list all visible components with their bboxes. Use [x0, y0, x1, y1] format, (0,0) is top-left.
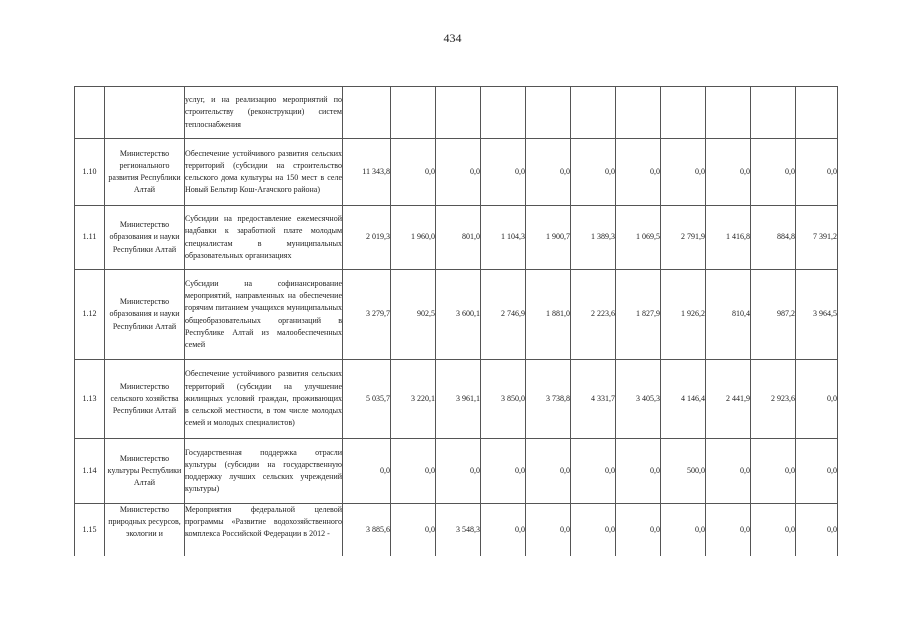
- value-cell: 0,0: [661, 139, 706, 206]
- value-cell: 0,0: [571, 504, 616, 556]
- organization-cell: [105, 87, 185, 139]
- value-cell: 0,0: [796, 504, 838, 556]
- table-row: [75, 360, 838, 439]
- row-number-cell: 1.14: [75, 439, 105, 504]
- description-cell: Мероприятия федеральной целевой программы «Развитие водохозяйственного комплекса Российской Федерации в 2012 -: [185, 504, 343, 556]
- value-cell: 0,0: [751, 139, 796, 206]
- row-number-cell: 1.13: [75, 360, 105, 439]
- value-cell: 3 885,6: [343, 504, 391, 556]
- table-row-continued: [75, 87, 838, 139]
- value-cell: 1 960,0: [391, 206, 436, 270]
- value-cell: 1 104,3: [481, 206, 526, 270]
- organization-cell: Министерство культуры Республики Алтай: [105, 439, 185, 504]
- value-cell: 0,0: [391, 439, 436, 504]
- value-cell: 884,8: [751, 206, 796, 270]
- value-cell: [526, 87, 571, 139]
- value-cell: 0,0: [526, 139, 571, 206]
- value-cell: 2 791,9: [661, 206, 706, 270]
- value-cell: [571, 87, 616, 139]
- table-row: [75, 139, 838, 206]
- value-cell: [616, 87, 661, 139]
- value-cell: 3 961,1: [436, 360, 481, 439]
- table-row: [75, 270, 838, 360]
- value-cell: 1 926,2: [661, 270, 706, 360]
- page-number: 434: [443, 31, 462, 45]
- value-cell: 3 405,3: [616, 360, 661, 439]
- value-cell: [751, 87, 796, 139]
- value-cell: [343, 87, 391, 139]
- value-cell: 0,0: [481, 439, 526, 504]
- description-cell: Обеспечение устойчивого развития сельских территорий (субсидии на улучшение жилищных условий граждан, проживающих в сельской местности, в том числе молодых семей и молодых специалистов): [185, 360, 343, 439]
- organization-cell: Министерство регионального развития Республики Алтай: [105, 139, 185, 206]
- value-cell: 3 279,7: [343, 270, 391, 360]
- value-cell: 3 220,1: [391, 360, 436, 439]
- row-number-cell: 1.12: [75, 270, 105, 360]
- value-cell: 3 964,5: [796, 270, 838, 360]
- value-cell: 0,0: [526, 504, 571, 556]
- value-cell: 0,0: [706, 139, 751, 206]
- value-cell: 4 331,7: [571, 360, 616, 439]
- value-cell: 0,0: [526, 439, 571, 504]
- value-cell: 902,5: [391, 270, 436, 360]
- row-number-cell: [75, 87, 105, 139]
- value-cell: 0,0: [481, 504, 526, 556]
- value-cell: 0,0: [616, 439, 661, 504]
- value-cell: 5 035,7: [343, 360, 391, 439]
- value-cell: [391, 87, 436, 139]
- description-cell: Государственная поддержка отрасли культуры (субсидии на государственную поддержку лучших сельских учреждений культуры): [185, 439, 343, 504]
- table-row: [75, 504, 838, 556]
- value-cell: 3 548,3: [436, 504, 481, 556]
- value-cell: 2 441,9: [706, 360, 751, 439]
- value-cell: 0,0: [796, 360, 838, 439]
- value-cell: [706, 87, 751, 139]
- value-cell: 3 850,0: [481, 360, 526, 439]
- value-cell: 500,0: [661, 439, 706, 504]
- value-cell: 0,0: [616, 504, 661, 556]
- value-cell: 0,0: [706, 504, 751, 556]
- description-cell: Субсидии на предоставление ежемесячной надбавки к заработной плате молодым специалистам в муниципальных образовательных организациях: [185, 206, 343, 270]
- organization-cell: Министерство образования и науки Республики Алтай: [105, 206, 185, 270]
- value-cell: 2 019,3: [343, 206, 391, 270]
- value-cell: 0,0: [436, 139, 481, 206]
- value-cell: 0,0: [796, 139, 838, 206]
- value-cell: 0,0: [481, 139, 526, 206]
- value-cell: 1 069,5: [616, 206, 661, 270]
- row-number-cell: 1.10: [75, 139, 105, 206]
- value-cell: 1 900,7: [526, 206, 571, 270]
- value-cell: 0,0: [751, 504, 796, 556]
- organization-cell: Министерство природных ресурсов, экологии и: [105, 504, 185, 556]
- value-cell: [796, 87, 838, 139]
- value-cell: [661, 87, 706, 139]
- value-cell: 0,0: [391, 139, 436, 206]
- value-cell: 0,0: [616, 139, 661, 206]
- value-cell: 0,0: [391, 504, 436, 556]
- value-cell: 11 343,8: [343, 139, 391, 206]
- value-cell: 0,0: [571, 439, 616, 504]
- value-cell: 0,0: [751, 439, 796, 504]
- table-row: [75, 206, 838, 270]
- description-cell: Обеспечение устойчивого развития сельских территорий (субсидии на строительство сельского дома культуры на 150 мест в селе Новый Бельтир Кош-Агачского района): [185, 139, 343, 206]
- value-cell: 3 600,1: [436, 270, 481, 360]
- value-cell: [481, 87, 526, 139]
- value-cell: 7 391,2: [796, 206, 838, 270]
- organization-cell: Министерство сельского хозяйства Республики Алтай: [105, 360, 185, 439]
- value-cell: 4 146,4: [661, 360, 706, 439]
- value-cell: 2 223,6: [571, 270, 616, 360]
- value-cell: 810,4: [706, 270, 751, 360]
- value-cell: [436, 87, 481, 139]
- value-cell: 1 827,9: [616, 270, 661, 360]
- description-cell: Субсидии на софинансирование мероприятий, направленных на обеспечение горячим питанием учащихся муниципальных общеобразовательных организаций в Республике Алтай из малообеспеченных семей: [185, 270, 343, 360]
- table-row: [75, 439, 838, 504]
- value-cell: 2 746,9: [481, 270, 526, 360]
- description-cell: услуг, и на реализацию мероприятий по строительству (реконструкции) систем теплоснабжения: [185, 87, 343, 139]
- value-cell: 0,0: [343, 439, 391, 504]
- value-cell: 2 923,6: [751, 360, 796, 439]
- value-cell: 0,0: [571, 139, 616, 206]
- value-cell: 0,0: [706, 439, 751, 504]
- row-number-cell: 1.11: [75, 206, 105, 270]
- value-cell: 1 416,8: [706, 206, 751, 270]
- value-cell: 1 881,0: [526, 270, 571, 360]
- value-cell: 0,0: [796, 439, 838, 504]
- value-cell: 3 738,8: [526, 360, 571, 439]
- value-cell: 987,2: [751, 270, 796, 360]
- value-cell: 801,0: [436, 206, 481, 270]
- row-number-cell: 1.15: [75, 504, 105, 556]
- value-cell: 0,0: [661, 504, 706, 556]
- value-cell: 1 389,3: [571, 206, 616, 270]
- budget-table: [74, 86, 838, 556]
- value-cell: 0,0: [436, 439, 481, 504]
- organization-cell: Министерство образования и науки Республики Алтай: [105, 270, 185, 360]
